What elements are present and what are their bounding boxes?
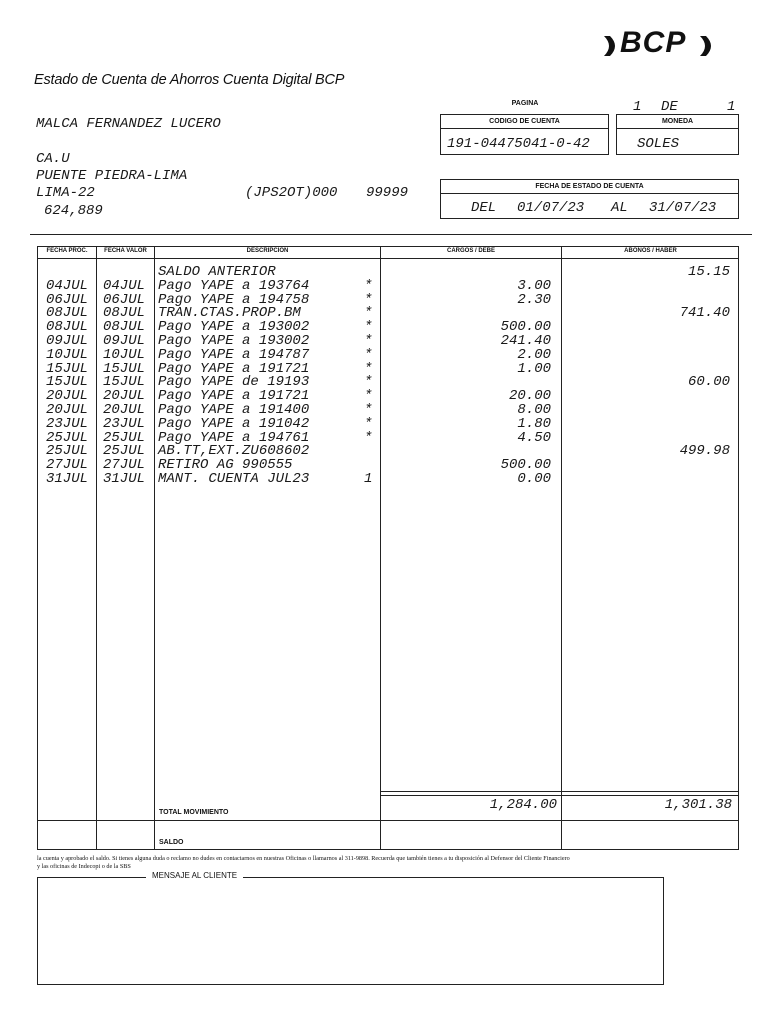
- account-code-box: [440, 114, 609, 155]
- transaction-description: TRAN.CTAS.PROP.BM: [158, 305, 301, 322]
- col-head-descripcion: DESCRIPCION: [246, 248, 289, 254]
- transaction-fecha-valor: 08JUL: [103, 319, 146, 336]
- transaction-fecha-proc: 25JUL: [46, 429, 89, 446]
- transaction-fecha-proc: 04JUL: [46, 277, 89, 294]
- transaction-fecha-proc: 15JUL: [46, 374, 89, 391]
- transaction-fecha-valor: 25JUL: [103, 443, 146, 460]
- header-divider: [30, 234, 752, 235]
- bcp-logo-text: BCP: [620, 26, 687, 59]
- transaction-debe: 4.50: [517, 429, 551, 446]
- customer-address-2: PUENTE PIEDRA-LIMA: [36, 168, 188, 184]
- saldo-divider: [37, 820, 739, 821]
- transaction-fecha-valor: 27JUL: [103, 457, 146, 474]
- transaction-row: [0, 417, 768, 431]
- transaction-fecha-proc: 23JUL: [46, 415, 89, 432]
- period-label: FECHA DE ESTADO DE CUENTA: [441, 180, 738, 194]
- transaction-description: Pago YAPE a 193002: [158, 333, 310, 349]
- transaction-mark: *: [364, 291, 373, 308]
- transaction-description: SALDO ANTERIOR: [158, 264, 276, 280]
- transaction-debe: 2.30: [517, 291, 551, 308]
- customer-address-1: CA.U: [36, 151, 70, 167]
- transaction-fecha-proc: 20JUL: [46, 388, 89, 405]
- transaction-row: [0, 265, 768, 279]
- client-message-label: MENSAJE AL CLIENTE: [146, 871, 243, 880]
- transaction-fecha-proc: 15JUL: [46, 360, 89, 377]
- transaction-debe: 2.00: [517, 346, 551, 363]
- transaction-fecha-valor: 06JUL: [103, 291, 146, 308]
- transaction-debe: 1.00: [517, 360, 551, 377]
- transaction-fecha-proc: 31JUL: [46, 471, 89, 487]
- transaction-haber: 15.15: [687, 264, 730, 280]
- transaction-description: Pago YAPE de 19193: [158, 374, 310, 391]
- page-sep: DE: [661, 99, 678, 115]
- transaction-description: Pago YAPE a 191400: [158, 402, 310, 418]
- customer-address-3: LIMA-22: [36, 185, 95, 201]
- transaction-fecha-valor: 20JUL: [103, 388, 146, 405]
- transaction-description: AB.TT,EXT.ZU608602: [158, 443, 310, 460]
- page-total: 1: [727, 99, 736, 115]
- page-current: 1: [633, 99, 642, 115]
- transaction-debe: 500.00: [500, 457, 551, 474]
- transaction-fecha-valor: 31JUL: [103, 471, 146, 487]
- transaction-debe: 500.00: [500, 319, 551, 336]
- period-box: [440, 179, 739, 219]
- transaction-description: Pago YAPE a 194761: [158, 429, 310, 446]
- transaction-debe: 8.00: [517, 402, 551, 418]
- transaction-fecha-valor: 23JUL: [103, 415, 146, 432]
- col-head-abonos: ABONOS / HABER: [624, 248, 677, 254]
- transaction-fecha-valor: 25JUL: [103, 429, 146, 446]
- transaction-description: Pago YAPE a 194758: [158, 291, 310, 308]
- transaction-fecha-proc: 25JUL: [46, 443, 89, 460]
- transaction-description: MANT. CUENTA JUL23: [158, 471, 310, 487]
- transaction-fecha-valor: 04JUL: [103, 277, 146, 294]
- transaction-fecha-valor: 10JUL: [103, 346, 146, 363]
- transaction-fecha-proc: 27JUL: [46, 457, 89, 474]
- customer-name: MALCA FERNANDEZ LUCERO: [36, 116, 221, 132]
- transaction-description: Pago YAPE a 191721: [158, 360, 310, 377]
- transaction-fecha-proc: 06JUL: [46, 291, 89, 308]
- footer-note-1: la cuenta y aprobado el saldo. Si tienes alguna duda o reclamo no dudes en contactarnos en nuestras Oficinas o llamarnos al 311-9898. Recuerda que también tienes a tu disposición al Defensor del Cliente Financiero: [37, 855, 570, 862]
- total-debe: 1,284.00: [489, 797, 557, 813]
- period-to-value: 31/07/23: [649, 200, 717, 216]
- transaction-debe: 241.40: [500, 333, 551, 349]
- total-movimiento-label: TOTAL MOVIMIENTO: [159, 809, 229, 816]
- transaction-mark: *: [364, 346, 373, 363]
- transaction-row: [0, 279, 768, 293]
- transaction-description: Pago YAPE a 193002: [158, 319, 310, 336]
- period-from-value: 01/07/23: [517, 200, 585, 216]
- transaction-mark: *: [364, 277, 373, 294]
- currency-value: SOLES: [637, 136, 680, 152]
- transaction-description: RETIRO AG 990555: [158, 457, 293, 474]
- col-head-fecha-proc: FECHA PROC.: [46, 248, 88, 254]
- transaction-mark: *: [364, 305, 373, 322]
- totals-divider: [380, 791, 739, 792]
- totals-divider-2: [380, 795, 739, 796]
- page-label: PAGINA: [511, 100, 539, 107]
- saldo-label: SALDO: [159, 839, 184, 846]
- period-to-label: AL: [611, 200, 628, 216]
- transaction-fecha-valor: 09JUL: [103, 333, 146, 349]
- table-header-divider: [37, 258, 739, 259]
- transaction-debe: 1.80: [517, 415, 551, 432]
- transaction-mark: *: [364, 429, 373, 446]
- client-message-box: [37, 877, 664, 985]
- transaction-haber: 741.40: [679, 305, 730, 322]
- transaction-debe: 20.00: [508, 388, 551, 405]
- transaction-debe: 3.00: [517, 277, 551, 294]
- transaction-mark: *: [364, 388, 373, 405]
- transaction-debe: 0.00: [517, 471, 551, 487]
- transaction-fecha-proc: 20JUL: [46, 402, 89, 418]
- account-code-label: CODIGO DE CUENTA: [441, 115, 608, 129]
- transaction-description: Pago YAPE a 191721: [158, 388, 310, 405]
- transaction-mark: *: [364, 319, 373, 336]
- statement-title: Estado de Cuenta de Ahorros Cuenta Digital BCP: [34, 72, 345, 88]
- customer-code-2: 99999: [366, 185, 409, 201]
- transaction-mark: *: [364, 415, 373, 432]
- total-haber: 1,301.38: [664, 797, 732, 813]
- account-code-value: 191-04475041-0-42: [447, 136, 590, 152]
- transaction-description: Pago YAPE a 193764: [158, 277, 310, 294]
- transaction-mark: 1: [364, 471, 373, 487]
- transaction-mark: *: [364, 374, 373, 391]
- col-head-cargos: CARGOS / DEBE: [446, 248, 495, 254]
- transaction-fecha-valor: 08JUL: [103, 305, 146, 322]
- transaction-row: [0, 334, 768, 348]
- transaction-row: [0, 403, 768, 417]
- transaction-mark: *: [364, 333, 373, 349]
- transaction-fecha-proc: 10JUL: [46, 346, 89, 363]
- bcp-logo: [600, 26, 730, 66]
- transaction-mark: *: [364, 402, 373, 418]
- transaction-fecha-valor: 20JUL: [103, 402, 146, 418]
- transaction-row: [0, 472, 768, 486]
- transaction-row: [0, 348, 768, 362]
- currency-label: MONEDA: [617, 115, 738, 129]
- customer-code: (JPS2OT)000: [245, 185, 338, 201]
- col-head-fecha-valor: FECHA VALOR: [104, 248, 147, 254]
- period-from-label: DEL: [471, 200, 497, 216]
- customer-number: 624,889: [44, 203, 103, 219]
- currency-box: [616, 114, 739, 155]
- transaction-haber: 499.98: [679, 443, 730, 460]
- transaction-haber: 60.00: [687, 374, 730, 391]
- transaction-mark: *: [364, 360, 373, 377]
- transaction-fecha-valor: 15JUL: [103, 360, 146, 377]
- transaction-description: Pago YAPE a 194787: [158, 346, 310, 363]
- transaction-fecha-valor: 15JUL: [103, 374, 146, 391]
- transaction-fecha-proc: 08JUL: [46, 305, 89, 322]
- transaction-fecha-proc: 09JUL: [46, 333, 89, 349]
- footer-note-2: y las oficinas de Indecopi o de la SBS: [37, 863, 131, 870]
- transaction-fecha-proc: 08JUL: [46, 319, 89, 336]
- transaction-description: Pago YAPE a 191042: [158, 415, 310, 432]
